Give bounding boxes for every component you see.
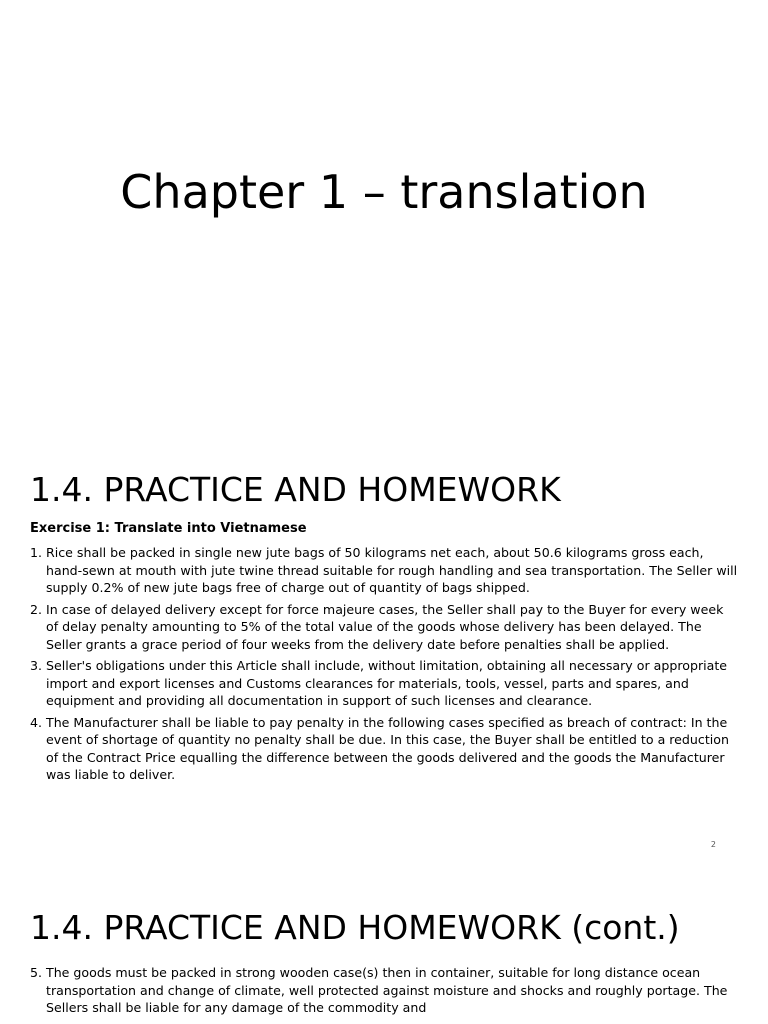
list-item-text: The Manufacturer shall be liable to pay penalty in the following cases specified as breach of contract: In the event of shortage of quantity no penalty shall be due. In this case, the Buyer shall be entitled to a reduction of the Contract Price equalling the difference between the goods delivered and the goods the Manufacturer was liable to deliver. [46,714,729,782]
list-item [30,964,738,1017]
list-item-text: In case of delayed delivery except for force majeure cases, the Seller shall pay to the Buyer for every week of delay penalty amounting to 5% of the total value of the goods whose delivery has been delayed. The Seller grants a grace period of four weeks from the delivery date before penalties shall be applied. [46,601,724,652]
list-item-number: 4. [30,714,43,730]
section-heading: 1.4. PRACTICE AND HOMEWORK (cont.) [30,908,680,947]
exercise-label: Exercise 1: Translate into Vietnamese [30,521,307,536]
exercise-list [30,544,738,788]
list-item-number: 1. [30,545,43,560]
list-item [30,544,738,597]
list-item [30,601,738,654]
slide-title [0,0,768,432]
list-item-text: Rice shall be packed in single new jute bags of 50 kilograms net each, about 50.6 kilograms gross each, hand-sewn at mouth with jute twine thread suitable for rough handling and sea transportation. The Seller will supply 0.2% of new jute bags free of charge out of quantity of bags shipped. [46,545,738,595]
section-heading: 1.4. PRACTICE AND HOMEWORK [30,470,561,509]
list-item [30,714,738,784]
list-item-number: 5. [30,965,43,980]
list-item-number: 3. [30,658,43,673]
list-item-text: Seller's obligations under this Article shall include, without limitation, obtaining all necessary or appropriate import and export licenses and Customs clearances for materials, tools, vessel, parts and spares, and equipment and providing all documentation in support of such licenses and clearance. [46,658,728,708]
page-number: 2 [710,840,716,849]
slide-practice [0,432,768,864]
chapter-title: Chapter 1 – translation [120,165,648,219]
list-item [30,657,738,710]
exercise-list [30,964,738,1021]
slide-practice-cont [0,864,768,1024]
list-item-number: 2. [30,601,43,617]
list-item-text: The goods must be packed in strong wooden case(s) then in container, suitable for long distance ocean transportation and change of climate, well protected against moisture and shocks and roughly portage. The Sellers shall be liable for any damage of the commodity and [46,965,728,1015]
